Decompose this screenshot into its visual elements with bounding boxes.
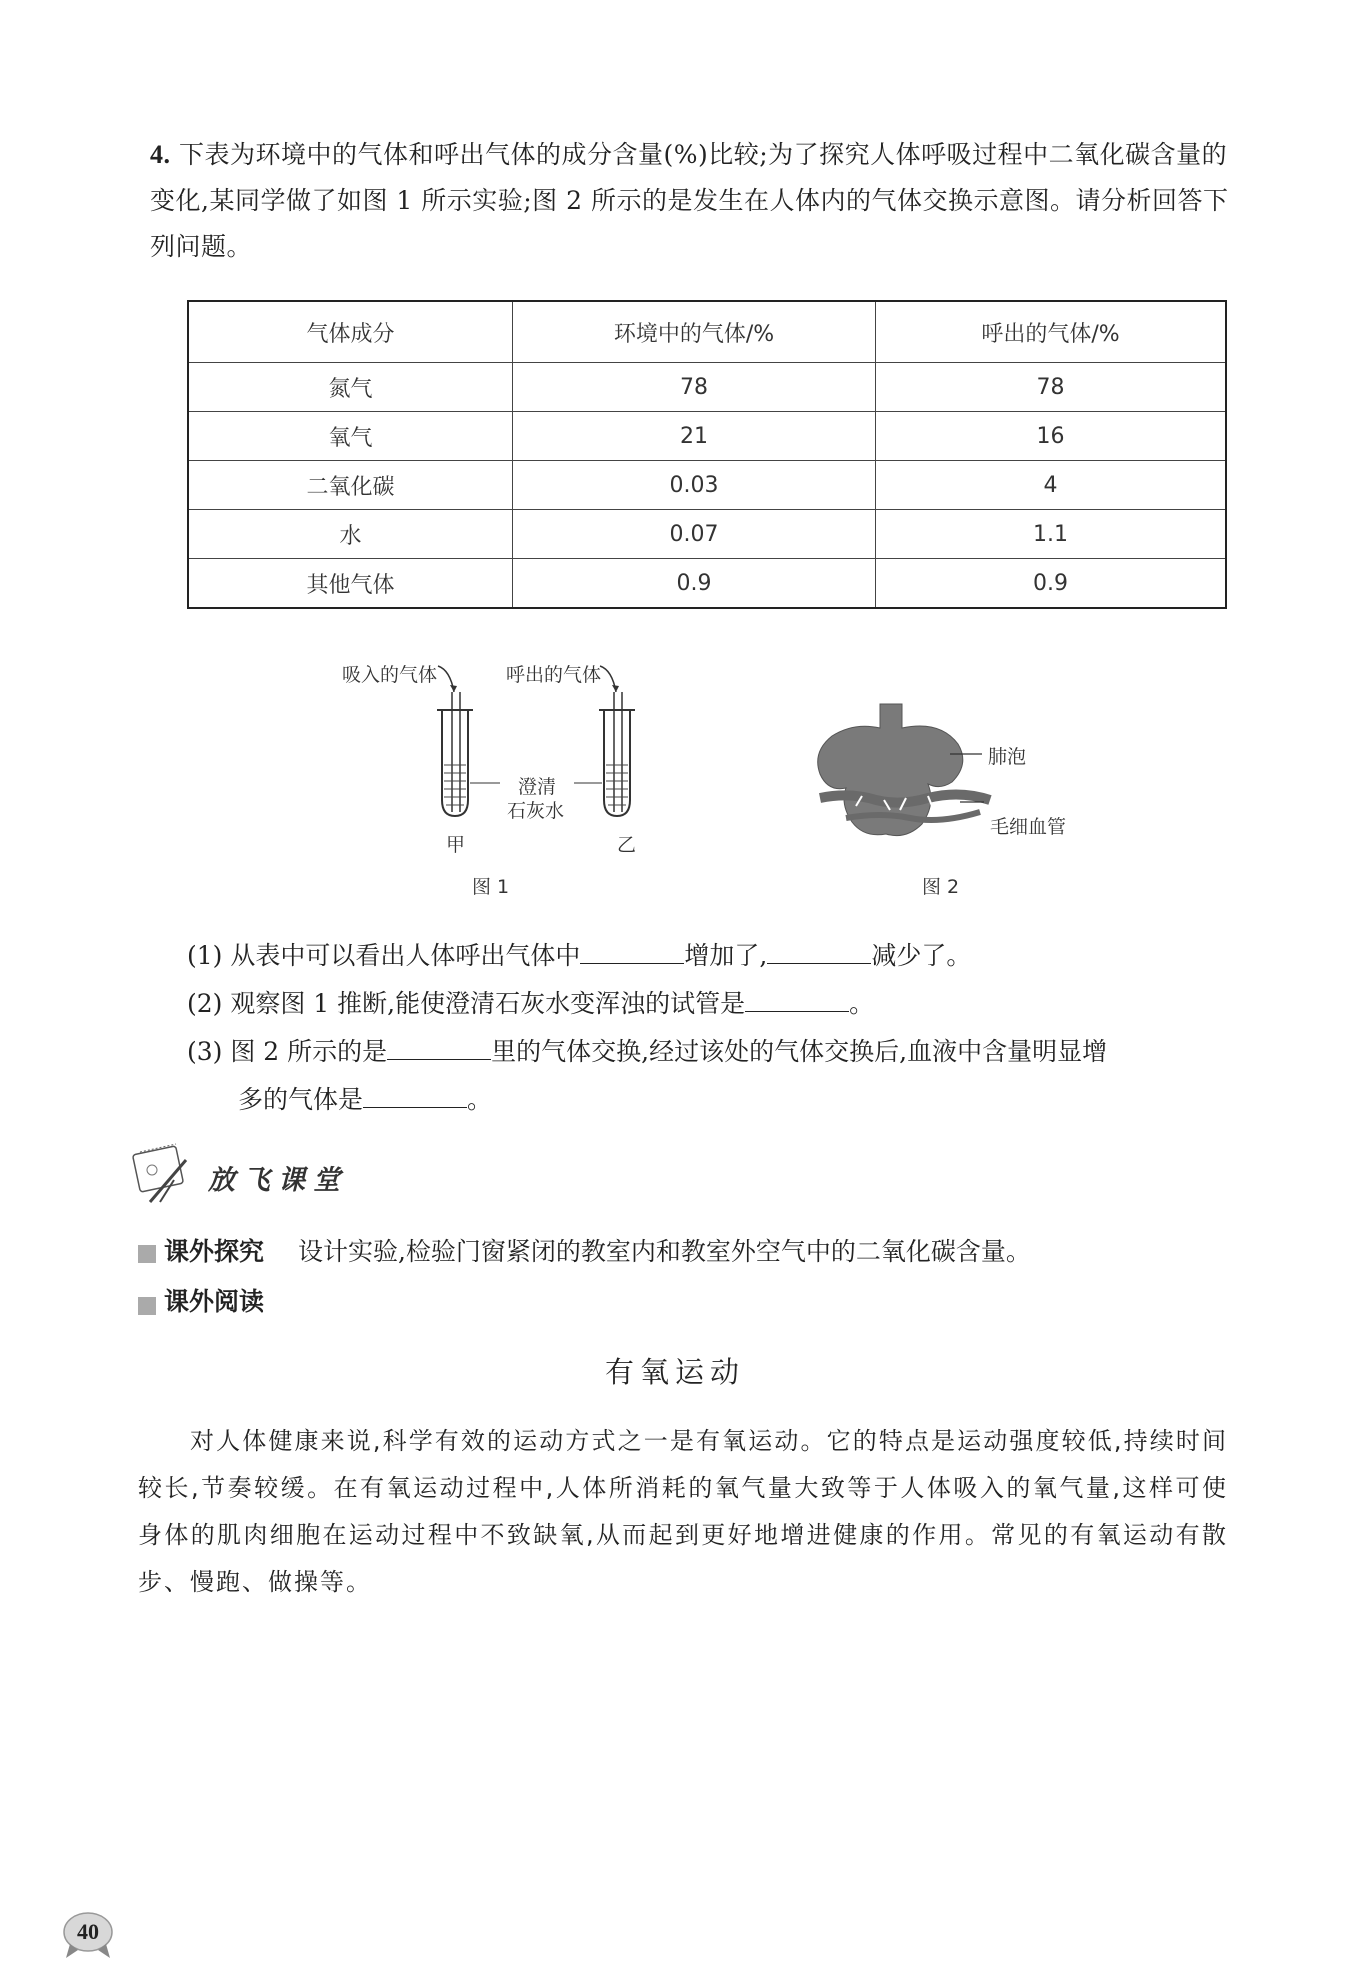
table-cell: 16: [876, 412, 1227, 461]
explore-text: 设计实验,检验门窗紧闭的教室内和教室外空气中的二氧化碳含量。: [297, 1237, 1031, 1266]
test-tube-b: [599, 692, 635, 816]
reading-tag: 课外阅读: [164, 1287, 265, 1316]
table-cell: 水: [188, 510, 513, 559]
label-limewater-1: 澄清: [518, 776, 557, 798]
figure-1: [330, 650, 660, 910]
section-header: [130, 1140, 430, 1210]
table-cell: 1.1: [876, 510, 1227, 559]
subquestion-1-mid: 增加了,: [684, 941, 768, 970]
table-header-row: [188, 301, 1226, 363]
label-exhaled-gas: 呼出的气体: [506, 664, 602, 686]
subquestion-1: [187, 932, 1237, 980]
gas-composition-table: [187, 300, 1227, 609]
subquestion-3-prefix: (3) 图 2 所示的是: [187, 1037, 388, 1066]
subquestion-3-line2-prefix: 多的气体是: [238, 1085, 364, 1114]
square-bullet-icon: [138, 1245, 156, 1263]
answer-blank[interactable]: [363, 1079, 467, 1108]
table-header: 气体成分: [188, 301, 513, 363]
table-header: 呼出的气体/%: [876, 301, 1227, 363]
section-title: 放飞课堂: [208, 1165, 348, 1196]
subquestion-3: [187, 1028, 1237, 1076]
question-4: [150, 132, 1230, 270]
table-cell: 0.9: [513, 559, 876, 609]
subquestion-2-suffix: 。: [849, 989, 875, 1018]
label-tube-b: 乙: [617, 834, 637, 856]
table-cell: 0.9: [876, 559, 1227, 609]
reading-row: [138, 1282, 538, 1318]
label-capillary: 毛细血管: [990, 816, 1067, 838]
label-alveolus: 肺泡: [988, 746, 1027, 768]
figure-2: [810, 700, 1110, 910]
explore-tag: 课外探究: [164, 1237, 265, 1266]
figure-2-caption: 图 2: [922, 876, 960, 898]
alveolus-diagram: [810, 700, 1010, 860]
table-cell: 21: [513, 412, 876, 461]
question-number: 4.: [150, 140, 171, 169]
subquestion-2: [187, 980, 1237, 1028]
table-row: [188, 559, 1226, 609]
square-bullet-icon: [138, 1297, 156, 1315]
table-cell: 0.07: [513, 510, 876, 559]
reading-title: 有氧运动: [604, 1355, 745, 1389]
subquestion-2-prefix: (2) 观察图 1 推断,能使澄清石灰水变浑浊的试管是: [187, 989, 746, 1018]
table-cell: 0.03: [513, 461, 876, 510]
table-row: [188, 461, 1226, 510]
table-row: [188, 363, 1226, 412]
subquestion-3-line-2: [238, 1076, 1238, 1124]
figure-1-caption: 图 1: [472, 876, 510, 898]
table-cell: 氮气: [188, 363, 513, 412]
table-cell: 78: [513, 363, 876, 412]
subquestion-3-suffix: 。: [467, 1085, 493, 1114]
table-row: [188, 510, 1226, 559]
reading-paragraph: 对人体健康来说,科学有效的运动方式之一是有氧运动。它的特点是运动强度较低,持续时间较长,节奏较缓。在有氧运动过程中,人体所消耗的氧气量大致等于人体吸入的氧气量,这样可使身体的肌肉细胞在运动过程中不致缺氧,从而起到更好地增进健康的作用。常见的有氧运动有散步、慢跑、做操等。: [138, 1427, 1228, 1596]
answer-blank[interactable]: [767, 935, 871, 964]
subquestion-1-suffix: 减少了。: [871, 941, 972, 970]
table-row: [188, 412, 1226, 461]
table-cell: 二氧化碳: [188, 461, 513, 510]
notebook-pencil-icon: [130, 1140, 202, 1206]
answer-blank[interactable]: [745, 983, 849, 1012]
explore-row: [138, 1232, 1238, 1268]
page-number-badge: [60, 1912, 116, 1952]
label-tube-a: 甲: [446, 834, 466, 856]
table-cell: 其他气体: [188, 559, 513, 609]
table-header: 环境中的气体/%: [513, 301, 876, 363]
table-cell: 78: [876, 363, 1227, 412]
table-cell: 氧气: [188, 412, 513, 461]
page-number: 40: [77, 1919, 99, 1944]
question-text: 下表为环境中的气体和呼出气体的成分含量(%)比较;为了探究人体呼吸过程中二氧化碳含量的变化,某同学做了如图 1 所示实验;图 2 所示的是发生在人体内的气体交换示意图。请分析回答下列问题。: [150, 140, 1229, 261]
table-cell: 4: [876, 461, 1227, 510]
label-limewater-2: 石灰水: [507, 800, 565, 822]
answer-blank[interactable]: [387, 1031, 491, 1060]
answer-blank[interactable]: [580, 935, 684, 964]
test-tube-a: [437, 692, 473, 816]
label-inhaled-gas: 吸入的气体: [342, 664, 438, 686]
subquestion-1-prefix: (1) 从表中可以看出人体呼出气体中: [187, 941, 581, 970]
subquestion-3-mid: 里的气体交换,经过该处的气体交换后,血液中含量明显增: [491, 1037, 1108, 1066]
